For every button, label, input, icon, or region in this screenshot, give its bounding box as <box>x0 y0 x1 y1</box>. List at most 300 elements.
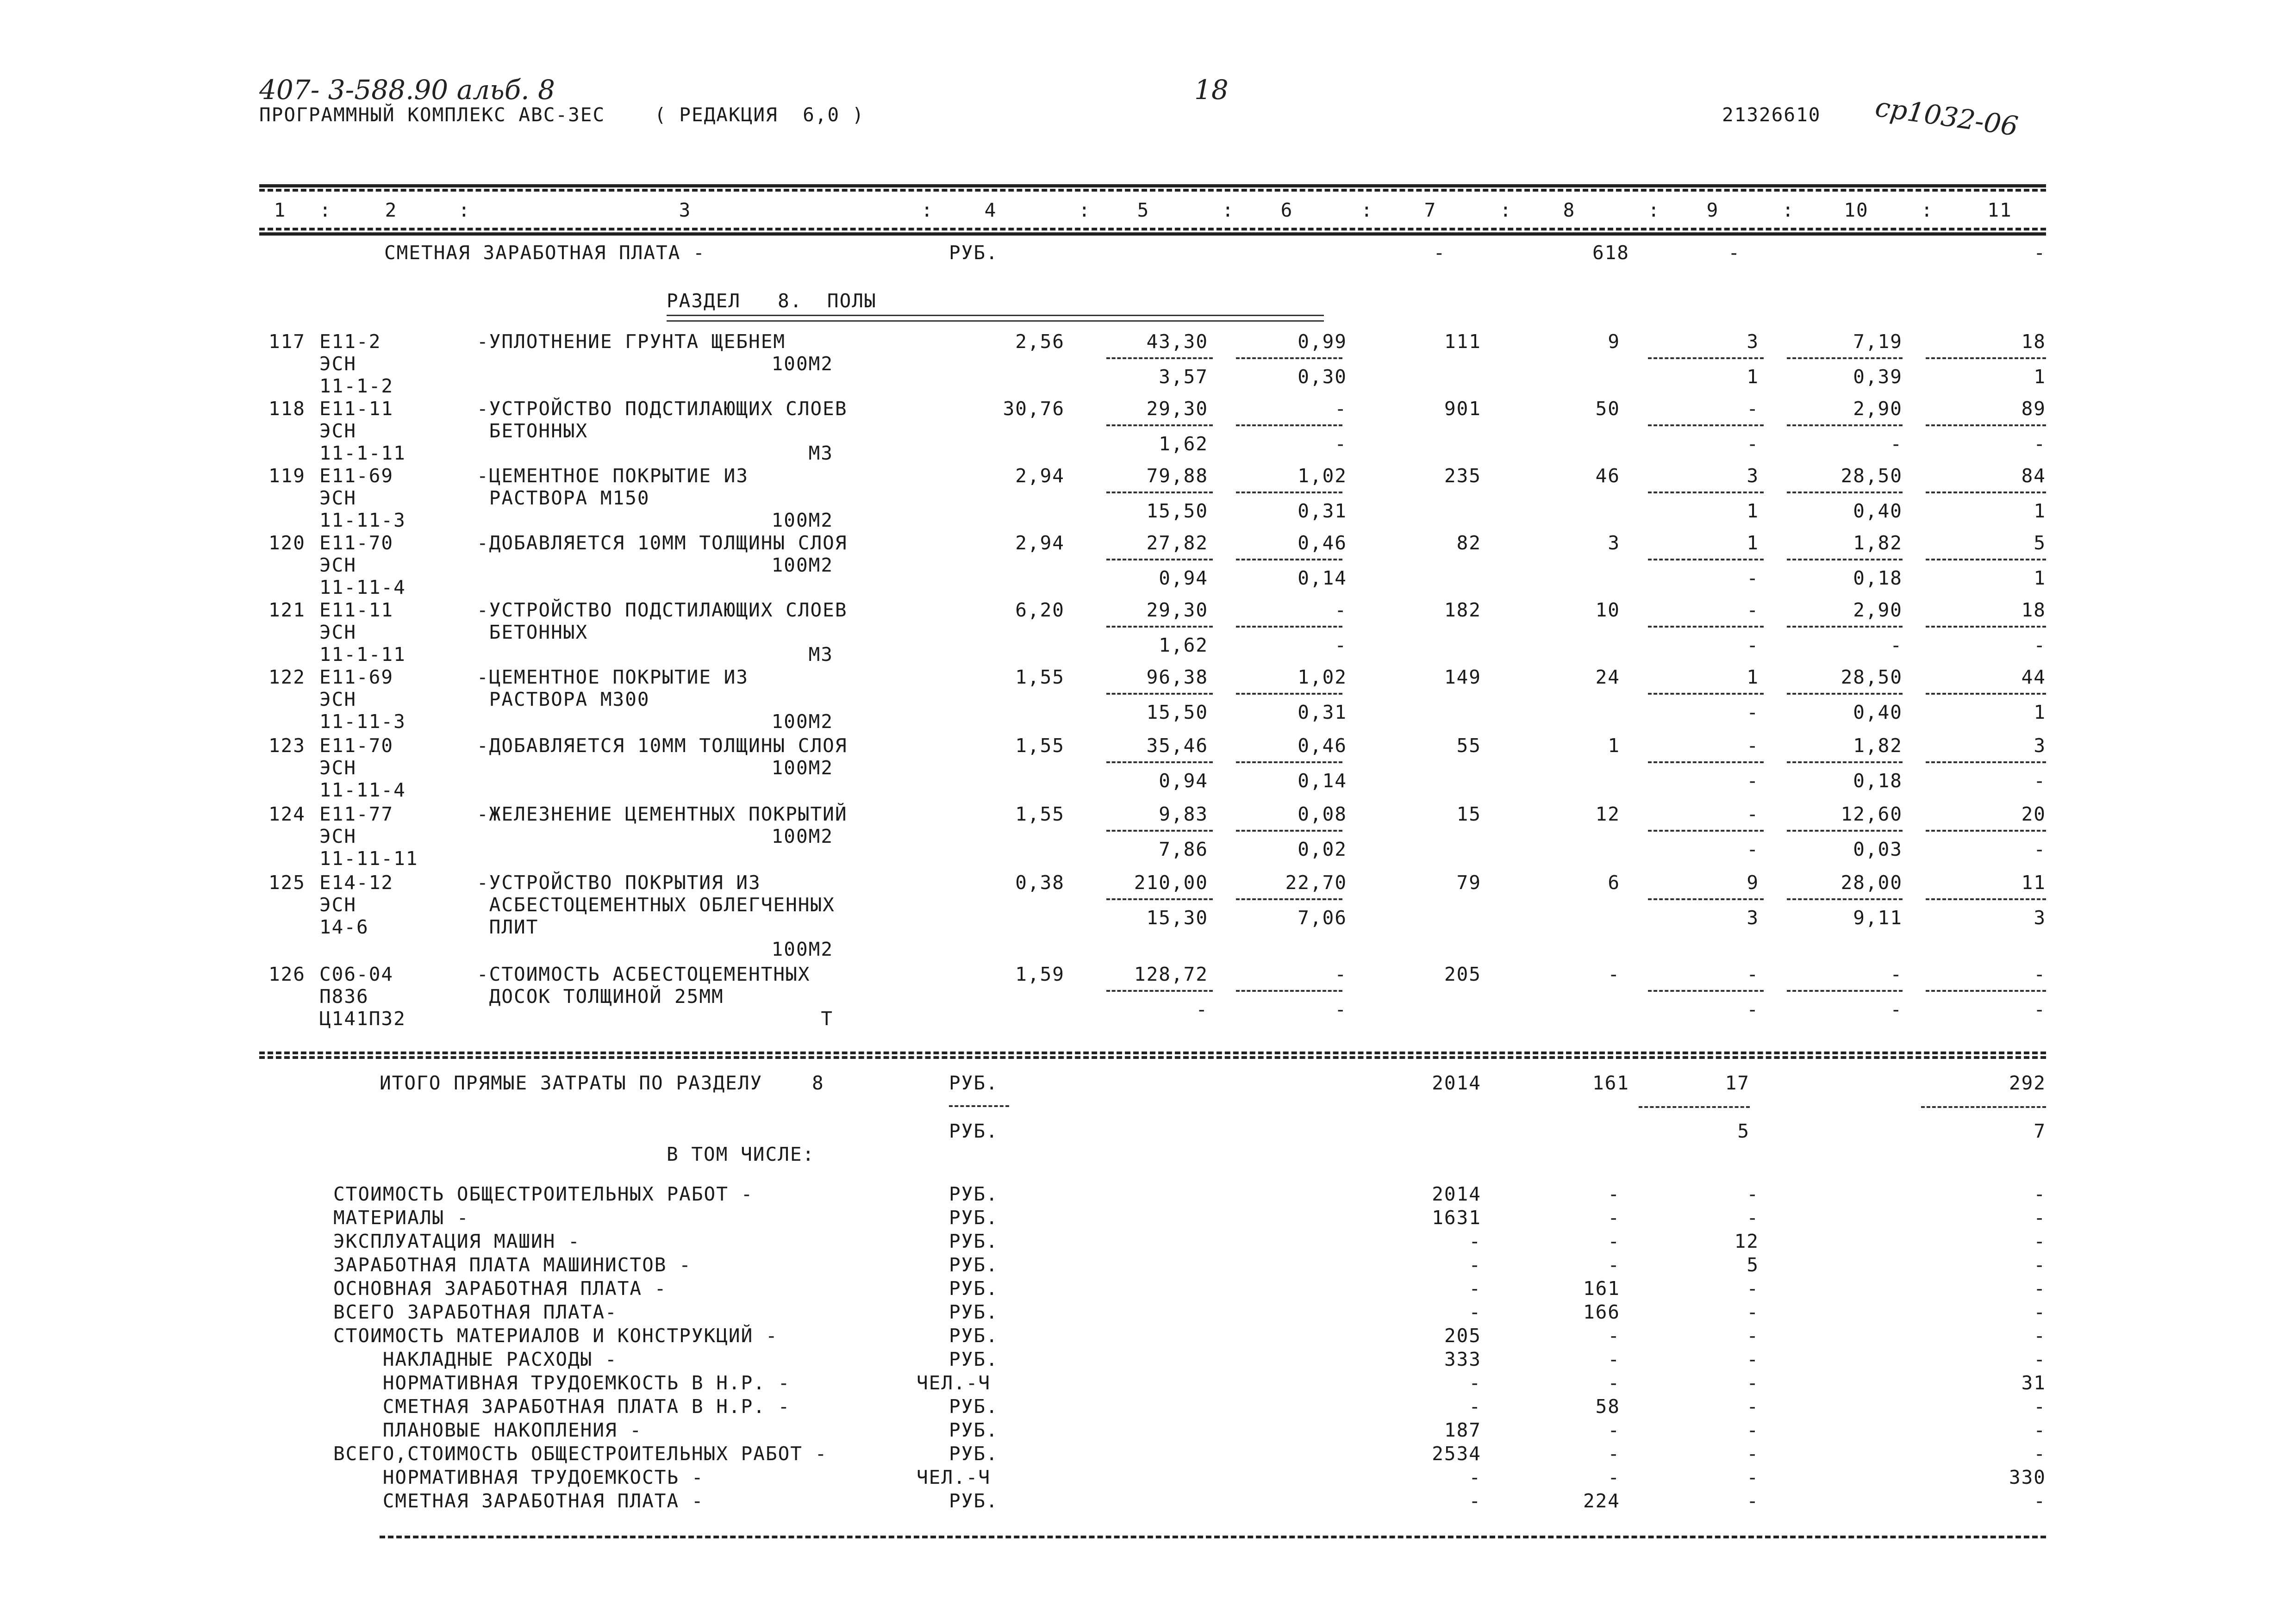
item-c10: 1,82 <box>1853 532 1903 554</box>
item-c10-dash <box>1787 559 1903 560</box>
breakdown-c9: 5 <box>1747 1254 1759 1276</box>
breakdown-c9: - <box>1747 1325 1759 1347</box>
column-separator: : <box>1921 199 1934 221</box>
item-c10-dash <box>1787 626 1903 628</box>
item-c11: 18 <box>2021 599 2046 621</box>
item-c11-dash <box>1926 990 2046 992</box>
item-unit: 100М2 <box>771 825 833 847</box>
breakdown-c7: - <box>1469 1490 1481 1512</box>
breakdown-c9: - <box>1747 1372 1759 1394</box>
item-c7: 149 <box>1444 666 1481 688</box>
item-code: П836 <box>319 985 369 1008</box>
item-c11-wage: - <box>2034 634 2046 656</box>
breakdown-c9: - <box>1747 1301 1759 1323</box>
item-description: -ЦЕМЕНТНОЕ ПОКРЫТИЕ ИЗ <box>477 465 749 487</box>
column-header-cell: 6 <box>1280 199 1293 221</box>
breakdown-c11: - <box>2034 1183 2046 1205</box>
item-c11-dash <box>1926 693 2046 695</box>
item-code: ЭСН <box>319 894 357 916</box>
item-number: 123 <box>268 734 306 757</box>
handwritten-doc-code: 407- 3-588.90 альб. 8 <box>259 74 555 106</box>
header-bottom-rule <box>259 228 2046 230</box>
breakdown-c8: 224 <box>1583 1490 1620 1512</box>
item-c9-dash <box>1648 990 1764 992</box>
item-c10-wage: 9,11 <box>1853 907 1903 929</box>
column-header-cell: 3 <box>679 199 692 221</box>
item-c6-wage: - <box>1335 998 1347 1020</box>
item-c8: 6 <box>1608 871 1620 894</box>
item-c11: 3 <box>2034 734 2046 757</box>
top-rule-2 <box>259 189 2046 192</box>
breakdown-c8: - <box>1608 1254 1620 1276</box>
item-c10: 28,00 <box>1841 871 1903 894</box>
item-c10-dash <box>1787 357 1903 359</box>
item-description: ПЛИТ <box>477 916 539 938</box>
item-c9: 3 <box>1747 330 1759 353</box>
breakdown-c9: - <box>1747 1419 1759 1441</box>
prev-wage-c9: - <box>1728 242 1741 264</box>
item-c11-wage: 1 <box>2034 701 2046 723</box>
item-c6-wage: 7,06 <box>1298 907 1347 929</box>
prev-wage-c11: - <box>2034 242 2046 264</box>
item-c8: 50 <box>1595 398 1620 420</box>
item-c6-rate: 0,08 <box>1298 803 1347 825</box>
item-code: 11-1-11 <box>319 442 406 464</box>
item-c5-dash <box>1106 761 1213 763</box>
prev-wage-c7: - <box>1433 242 1446 264</box>
column-separator: : <box>1222 199 1235 221</box>
item-number: 119 <box>268 465 306 487</box>
column-separator: : <box>1500 199 1512 221</box>
breakdown-c11: - <box>2034 1254 2046 1276</box>
item-c9-wage: - <box>1747 567 1759 589</box>
item-c5-wage: 7,86 <box>1159 838 1208 860</box>
breakdown-c9: - <box>1747 1348 1759 1370</box>
item-c10-wage: - <box>1890 433 1903 455</box>
item-c11: 20 <box>2021 803 2046 825</box>
breakdown-c11: 330 <box>2009 1466 2046 1488</box>
breakdown-unit: ЧЕЛ.-Ч <box>917 1372 991 1394</box>
item-c6-wage: 0,14 <box>1298 770 1347 792</box>
item-c6-rate: 0,46 <box>1298 734 1347 757</box>
breakdown-c8: - <box>1608 1230 1620 1252</box>
item-unit: 100М2 <box>771 757 833 779</box>
item-c6-wage: - <box>1335 433 1347 455</box>
item-c5-dash <box>1106 898 1213 900</box>
item-code: 14-6 <box>319 916 369 938</box>
section-title: РАЗДЕЛ 8. ПОЛЫ <box>667 290 877 312</box>
breakdown-c8: - <box>1608 1419 1620 1441</box>
item-number: 118 <box>268 398 306 420</box>
item-c6-dash <box>1236 357 1342 359</box>
item-code: Е11-69 <box>319 666 394 688</box>
item-c10-wage: - <box>1890 634 1903 656</box>
breakdown-unit: РУБ. <box>949 1254 998 1276</box>
item-c9-wage: - <box>1747 998 1759 1020</box>
item-c8: 24 <box>1595 666 1620 688</box>
item-c9-wage: 1 <box>1747 500 1759 522</box>
item-number: 121 <box>268 599 306 621</box>
item-c11-dash <box>1926 559 2046 560</box>
item-c9-wage: - <box>1747 770 1759 792</box>
item-c6-rate: 22,70 <box>1285 871 1347 894</box>
breakdown-c7: - <box>1469 1277 1481 1300</box>
item-c11-dash <box>1926 830 2046 832</box>
item-c8: - <box>1608 963 1620 985</box>
item-c10: 1,82 <box>1853 734 1903 757</box>
breakdown-unit: РУБ. <box>949 1277 998 1300</box>
item-unit: 100М2 <box>771 509 833 531</box>
item-c6-dash <box>1236 559 1342 560</box>
item-c9-wage: 3 <box>1747 907 1759 929</box>
item-c6-wage: 0,31 <box>1298 701 1347 723</box>
item-c9-wage: - <box>1747 701 1759 723</box>
breakdown-c11: - <box>2034 1490 2046 1512</box>
item-c7: 79 <box>1456 871 1481 894</box>
item-c11: 84 <box>2021 465 2046 487</box>
item-c6-dash <box>1236 424 1342 426</box>
breakdown-c7: - <box>1469 1466 1481 1488</box>
item-c9-wage: - <box>1747 634 1759 656</box>
item-c8: 10 <box>1595 599 1620 621</box>
column-header-cell: 8 <box>1563 199 1576 221</box>
item-c11-wage: - <box>2034 770 2046 792</box>
totals-c9: 17 <box>1725 1072 1750 1094</box>
item-c6-dash <box>1236 626 1342 628</box>
items-bottom-rule-2 <box>259 1056 2046 1059</box>
column-separator: : <box>319 199 332 221</box>
item-c9: 9 <box>1747 871 1759 894</box>
item-c9: - <box>1747 398 1759 420</box>
prev-wage-unit: РУБ. <box>949 242 998 264</box>
item-c11: 5 <box>2034 532 2046 554</box>
item-code: 11-11-3 <box>319 710 406 733</box>
item-c11-dash <box>1926 761 2046 763</box>
item-c6-rate: - <box>1335 963 1347 985</box>
item-c9-wage: - <box>1747 838 1759 860</box>
item-c5-dash <box>1106 990 1213 992</box>
item-code: ЭСН <box>319 688 357 710</box>
column-header-cell: 11 <box>1987 199 2012 221</box>
item-code: Е11-77 <box>319 803 394 825</box>
handwritten-ref: ср1032-06 <box>1873 91 2020 143</box>
breakdown-unit: РУБ. <box>949 1395 998 1418</box>
item-description: -УПЛОТНЕНИЕ ГРУНТА ЩЕБНЕМ <box>477 330 786 353</box>
item-c10-wage: 0,18 <box>1853 567 1903 589</box>
item-description: ДОСОК ТОЛЩИНОЙ 25ММ <box>477 985 724 1008</box>
item-c5-wage: 15,30 <box>1146 907 1208 929</box>
item-code: Е11-11 <box>319 599 394 621</box>
item-c5-wage: 1,62 <box>1159 634 1208 656</box>
item-code: Е11-69 <box>319 465 394 487</box>
breakdown-label: СТОИМОСТЬ ОБЩЕСТРОИТЕЛЬНЫХ РАБОТ - <box>333 1183 754 1205</box>
item-c5-rate: 27,82 <box>1146 532 1208 554</box>
item-c9: 1 <box>1747 666 1759 688</box>
item-code: ЭСН <box>319 554 357 576</box>
breakdown-unit: РУБ. <box>949 1301 998 1323</box>
item-quantity: 1,55 <box>1015 734 1065 757</box>
column-separator: : <box>458 199 471 221</box>
item-c7: 111 <box>1444 330 1481 353</box>
item-unit: 100М2 <box>771 938 833 960</box>
item-c5-rate: 210,00 <box>1134 871 1208 894</box>
breakdown-label: ВСЕГО,СТОИМОСТЬ ОБЩЕСТРОИТЕЛЬНЫХ РАБОТ - <box>333 1443 828 1465</box>
item-code: 11-11-3 <box>319 509 406 531</box>
item-c5-rate: 9,83 <box>1159 803 1208 825</box>
breakdown-c9: - <box>1747 1277 1759 1300</box>
item-c11: 18 <box>2021 330 2046 353</box>
column-header-cell: 10 <box>1844 199 1869 221</box>
item-c11-wage: - <box>2034 998 2046 1020</box>
item-c10-wage: 0,40 <box>1853 500 1903 522</box>
item-c5-rate: 96,38 <box>1146 666 1208 688</box>
item-c9-dash <box>1648 693 1764 695</box>
breakdown-c11: - <box>2034 1277 2046 1300</box>
totals-unit-2: РУБ. <box>949 1120 998 1142</box>
breakdown-unit: РУБ. <box>949 1419 998 1441</box>
item-c11-wage: - <box>2034 838 2046 860</box>
item-c11: 11 <box>2021 871 2046 894</box>
item-c10-dash <box>1787 492 1903 493</box>
item-c10: 2,90 <box>1853 599 1903 621</box>
item-c11: 44 <box>2021 666 2046 688</box>
item-c7: 182 <box>1444 599 1481 621</box>
item-c5-wage: 3,57 <box>1159 366 1208 388</box>
item-number: 120 <box>268 532 306 554</box>
item-c9-dash <box>1648 830 1764 832</box>
item-c7: 82 <box>1456 532 1481 554</box>
breakdown-c9: - <box>1747 1490 1759 1512</box>
column-separator: : <box>921 199 934 221</box>
breakdown-c11: - <box>2034 1443 2046 1465</box>
column-separator: : <box>1361 199 1373 221</box>
doc-number: 21326610 <box>1722 104 1821 126</box>
breakdown-c8: - <box>1608 1348 1620 1370</box>
breakdown-c7: 187 <box>1444 1419 1481 1441</box>
item-c7: 55 <box>1456 734 1481 757</box>
breakdown-c11: - <box>2034 1207 2046 1229</box>
item-c11-wage: - <box>2034 433 2046 455</box>
item-c6-dash <box>1236 898 1342 900</box>
item-code: ЭСН <box>319 353 357 375</box>
breakdown-c7: 1631 <box>1432 1207 1481 1229</box>
item-c10: 2,90 <box>1853 398 1903 420</box>
item-description: -УСТРОЙСТВО ПОДСТИЛАЮЩИХ СЛОЕВ <box>477 599 848 621</box>
item-c10: 7,19 <box>1853 330 1903 353</box>
item-quantity: 2,94 <box>1015 465 1065 487</box>
breakdown-label: ЗАРАБОТНАЯ ПЛАТА МАШИНИСТОВ - <box>333 1254 692 1276</box>
breakdown-c11: - <box>2034 1348 2046 1370</box>
item-c5-wage: 0,94 <box>1159 770 1208 792</box>
breakdown-c9: - <box>1747 1395 1759 1418</box>
item-c8: 1 <box>1608 734 1620 757</box>
breakdown-c7: 333 <box>1444 1348 1481 1370</box>
breakdown-label: ПЛАНОВЫЕ НАКОПЛЕНИЯ - <box>333 1419 643 1441</box>
item-c5-dash <box>1106 830 1213 832</box>
prev-wage-label: СМЕТНАЯ ЗАРАБОТНАЯ ПЛАТА - <box>384 242 705 264</box>
breakdown-label: ВСЕГО ЗАРАБОТНАЯ ПЛАТА- <box>333 1301 618 1323</box>
item-c10: 28,50 <box>1841 465 1903 487</box>
item-c5-dash <box>1106 357 1213 359</box>
item-description: БЕТОННЫХ <box>477 420 588 442</box>
item-c5-dash <box>1106 424 1213 426</box>
breakdown-c11: - <box>2034 1419 2046 1441</box>
item-code: ЭСН <box>319 757 357 779</box>
item-c5-dash <box>1106 559 1213 560</box>
prev-wage-c8: 618 <box>1592 242 1629 264</box>
breakdown-label: НАКЛАДНЫЕ РАСХОДЫ - <box>333 1348 618 1370</box>
breakdown-c8: - <box>1608 1183 1620 1205</box>
item-c11-dash <box>1926 424 2046 426</box>
item-c11: 89 <box>2021 398 2046 420</box>
breakdown-c11: - <box>2034 1301 2046 1323</box>
item-c6-dash <box>1236 761 1342 763</box>
item-description: -УСТРОЙСТВО ПОКРЫТИЯ ИЗ <box>477 871 761 894</box>
breakdown-label: СМЕТНАЯ ЗАРАБОТНАЯ ПЛАТА В Н.Р. - <box>333 1395 791 1418</box>
breakdown-c7: - <box>1469 1230 1481 1252</box>
breakdown-c7: - <box>1469 1301 1481 1323</box>
breakdown-c8: - <box>1608 1443 1620 1465</box>
column-header-cell: 1 <box>274 199 287 221</box>
item-c10-wage: 0,39 <box>1853 366 1903 388</box>
breakdown-c7: 2534 <box>1432 1443 1481 1465</box>
item-number: 122 <box>268 666 306 688</box>
breakdown-label: МАТЕРИАЛЫ - <box>333 1207 469 1229</box>
item-c7: 901 <box>1444 398 1481 420</box>
item-code: ЭСН <box>319 825 357 847</box>
column-header-cell: 9 <box>1706 199 1719 221</box>
item-c6-dash <box>1236 492 1342 493</box>
column-header-cell: 7 <box>1424 199 1437 221</box>
item-quantity: 0,38 <box>1015 871 1065 894</box>
breakdown-c9: - <box>1747 1443 1759 1465</box>
totals-c7: 2014 <box>1432 1072 1481 1094</box>
breakdown-c8: 166 <box>1583 1301 1620 1323</box>
item-c9-dash <box>1648 626 1764 628</box>
breakdown-c8: 161 <box>1583 1277 1620 1300</box>
breakdown-label: НОРМАТИВНАЯ ТРУДОЕМКОСТЬ - <box>333 1466 704 1488</box>
item-quantity: 2,94 <box>1015 532 1065 554</box>
item-unit: Т <box>821 1008 833 1030</box>
item-quantity: 1,55 <box>1015 666 1065 688</box>
breakdown-unit: РУБ. <box>949 1490 998 1512</box>
item-c10-dash <box>1787 990 1903 992</box>
column-header-cell: 4 <box>984 199 997 221</box>
item-c9: - <box>1747 599 1759 621</box>
handwritten-page-number: 18 <box>1194 74 1229 106</box>
item-c10-wage: 0,40 <box>1853 701 1903 723</box>
item-c10-dash <box>1787 424 1903 426</box>
bottom-rule <box>380 1536 2046 1538</box>
item-c11-wage: 1 <box>2034 500 2046 522</box>
breakdown-c11: 31 <box>2021 1372 2046 1394</box>
item-code: 11-11-11 <box>319 847 418 870</box>
item-c10-dash <box>1787 693 1903 695</box>
item-code: Е14-12 <box>319 871 394 894</box>
item-c7: 235 <box>1444 465 1481 487</box>
item-c9: - <box>1747 963 1759 985</box>
item-c9: - <box>1747 803 1759 825</box>
item-c8: 12 <box>1595 803 1620 825</box>
item-code: 11-11-4 <box>319 779 406 801</box>
item-code: ЭСН <box>319 420 357 442</box>
item-c10-dash <box>1787 761 1903 763</box>
item-code: Ц141П32 <box>319 1008 406 1030</box>
breakdown-c9: - <box>1747 1183 1759 1205</box>
item-c8: 46 <box>1595 465 1620 487</box>
items-bottom-rule <box>259 1052 2046 1054</box>
item-unit: М3 <box>808 442 833 464</box>
item-code: 11-11-4 <box>319 576 406 598</box>
item-c10: - <box>1890 963 1903 985</box>
breakdown-label: СТОИМОСТЬ МАТЕРИАЛОВ И КОНСТРУКЦИЙ - <box>333 1325 778 1347</box>
item-c6-dash <box>1236 693 1342 695</box>
item-c5-rate: 79,88 <box>1146 465 1208 487</box>
item-c6-dash <box>1236 830 1342 832</box>
item-description: БЕТОННЫХ <box>477 621 588 643</box>
item-c5-dash <box>1106 626 1213 628</box>
item-c6-rate: - <box>1335 398 1347 420</box>
item-c10-wage: 0,18 <box>1853 770 1903 792</box>
totals-c11b: 7 <box>2034 1120 2046 1142</box>
totals-c9b: 5 <box>1737 1120 1750 1142</box>
breakdown-c11: - <box>2034 1325 2046 1347</box>
item-number: 125 <box>268 871 306 894</box>
item-quantity: 30,76 <box>1003 398 1065 420</box>
item-unit: 100М2 <box>771 710 833 733</box>
column-separator: : <box>1079 199 1091 221</box>
item-code: ЭСН <box>319 487 357 509</box>
top-rule <box>259 184 2046 187</box>
totals-c11: 292 <box>2009 1072 2046 1094</box>
item-c6-dash <box>1236 990 1342 992</box>
item-c11-dash <box>1926 357 2046 359</box>
item-description: -ЦЕМЕНТНОЕ ПОКРЫТИЕ ИЗ <box>477 666 749 688</box>
item-code: С06-04 <box>319 963 394 985</box>
item-c9-wage: - <box>1747 433 1759 455</box>
item-c6-rate: 0,99 <box>1298 330 1347 353</box>
item-c8: 9 <box>1608 330 1620 353</box>
item-c9-dash <box>1648 559 1764 560</box>
item-c6-rate: 1,02 <box>1298 666 1347 688</box>
totals-unit-underline <box>949 1105 1009 1107</box>
item-unit: 100М2 <box>771 353 833 375</box>
item-c9-dash <box>1648 761 1764 763</box>
item-description: АСБЕСТОЦЕМЕНТНЫХ ОБЛЕГЧЕННЫХ <box>477 894 835 916</box>
item-c9: - <box>1747 734 1759 757</box>
breakdown-unit: РУБ. <box>949 1207 998 1229</box>
item-description: РАСТВОРА М300 <box>477 688 650 710</box>
item-description: -СТОИМОСТЬ АСБЕСТОЦЕМЕНТНЫХ <box>477 963 811 985</box>
item-c5-wage: - <box>1196 998 1208 1020</box>
totals-c9-underline <box>1639 1106 1750 1108</box>
item-c11: - <box>2034 963 2046 985</box>
breakdown-label: ЭКСПЛУАТАЦИЯ МАШИН - <box>333 1230 580 1252</box>
item-quantity: 6,20 <box>1015 599 1065 621</box>
breakdown-c9: - <box>1747 1207 1759 1229</box>
item-quantity: 2,56 <box>1015 330 1065 353</box>
section-underline-2 <box>667 320 1324 322</box>
item-code: Е11-2 <box>319 330 381 353</box>
item-c5-wage: 15,50 <box>1146 701 1208 723</box>
program-line: ПРОГРАММНЫЙ КОМПЛЕКС АВС-3ЕС ( РЕДАКЦИЯ 6,0 ) <box>259 104 865 126</box>
item-c6-wage: 0,30 <box>1298 366 1347 388</box>
item-code: Е11-70 <box>319 734 394 757</box>
item-c5-wage: 15,50 <box>1146 500 1208 522</box>
breakdown-unit: РУБ. <box>949 1348 998 1370</box>
item-code: 11-1-2 <box>319 375 394 397</box>
breakdown-c7: 2014 <box>1432 1183 1481 1205</box>
